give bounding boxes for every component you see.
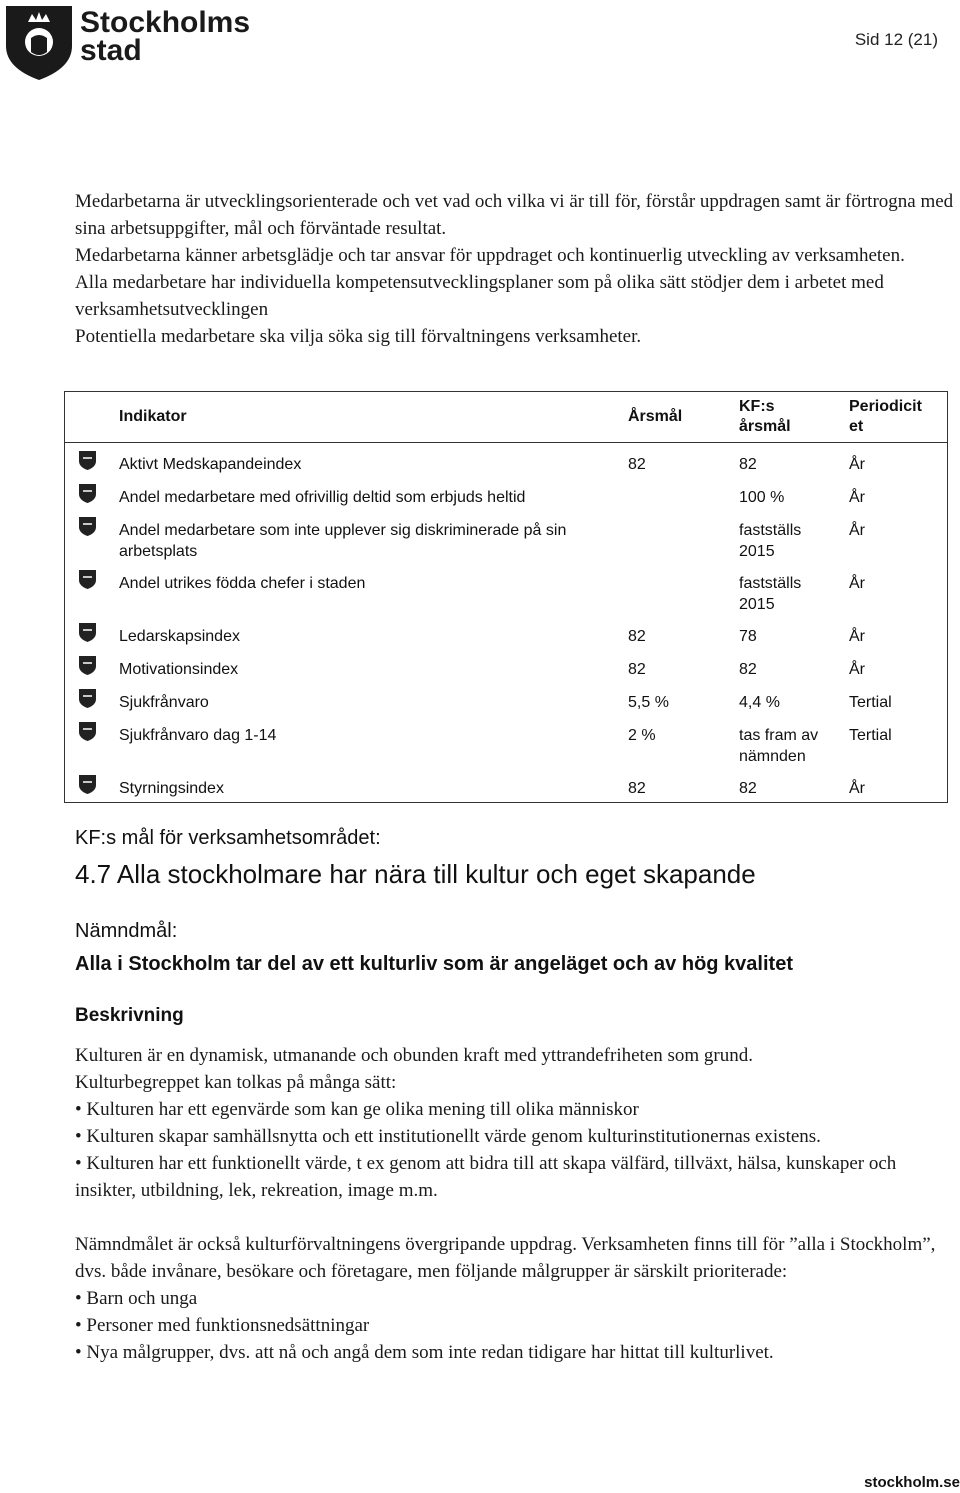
body-paragraph: Kulturbegreppet kan tolkas på många sätt: bbox=[75, 1072, 397, 1093]
table-header bbox=[65, 392, 947, 443]
cell-period: År bbox=[849, 628, 865, 645]
shield-icon bbox=[78, 569, 97, 590]
namndmal-title: Alla i Stockholm tar del av ett kulturliv som är angeläget och av hög kvalitet bbox=[75, 953, 793, 975]
shield-icon bbox=[78, 721, 97, 742]
intro-paragraph: Medarbetarna är utvecklingsorienterade och vet vad och vilka vi är till för, förstår uppdragen samt är förtrogna med sina arbetsuppgifter, mål och förväntade resultat. bbox=[75, 191, 954, 239]
header-period-line2: et bbox=[849, 418, 864, 435]
intro-paragraph: Potentiella medarbetare ska vilja söka sig till förvaltningens verksamheter. bbox=[75, 326, 642, 347]
shield-icon bbox=[78, 774, 97, 795]
bullet-item: • Personer med funktionsnedsättningar bbox=[75, 1315, 370, 1336]
bullet-item: • Kulturen har ett egenvärde som kan ge olika mening till olika människor bbox=[75, 1099, 639, 1120]
shield-icon bbox=[78, 450, 97, 471]
shield-icon bbox=[78, 688, 97, 709]
shield-icon bbox=[78, 516, 97, 537]
bullet-item: • Kulturen skapar samhällsnytta och ett institutionellt värde genom kulturinstitutionernas existens. bbox=[75, 1126, 821, 1147]
cell-period: Tertial bbox=[849, 727, 892, 744]
page-number: Sid 12 (21) bbox=[854, 30, 938, 49]
header-period-line1: Periodicit bbox=[849, 398, 922, 415]
cell-kf: fastställs 2015 bbox=[739, 575, 802, 613]
namndmal-label: Nämndmål: bbox=[75, 920, 178, 942]
cell-period: År bbox=[849, 661, 865, 678]
intro-paragraph: Medarbetarna känner arbetsglädje och tar ansvar för uppdraget och kontinuerlig utveckling av verksamheten. bbox=[75, 245, 905, 266]
cell-period: År bbox=[849, 780, 865, 797]
cell-period: År bbox=[849, 456, 865, 473]
cell-kf: 78 bbox=[739, 628, 757, 645]
cell-indikator: Aktivt Medskapandeindex bbox=[119, 456, 302, 473]
body-text bbox=[75, 1042, 955, 1366]
body-paragraph: Kulturen är en dynamisk, utmanande och obunden kraft med yttrandefriheten som grund. bbox=[75, 1045, 753, 1066]
bullet-item: • Barn och unga bbox=[75, 1288, 198, 1309]
cell-arsmal: 82 bbox=[628, 628, 646, 645]
cell-period: År bbox=[849, 575, 865, 592]
indicator-table bbox=[64, 391, 948, 803]
kf-goal-title: 4.7 Alla stockholmare har nära till kultur och eget skapande bbox=[75, 859, 756, 889]
intro-paragraph: Alla medarbetare har individuella kompetensutvecklingsplaner som på olika sätt stödjer dem i arbetet med verksamhetsutvecklingen bbox=[75, 272, 884, 320]
footer-link[interactable]: stockholm.se bbox=[864, 1474, 960, 1491]
cell-arsmal: 2 % bbox=[628, 727, 656, 744]
cell-arsmal: 82 bbox=[628, 456, 646, 473]
cell-indikator: Styrningsindex bbox=[119, 780, 224, 797]
cell-indikator: Motivationsindex bbox=[119, 661, 239, 678]
header-kf-line1: KF:s bbox=[739, 398, 775, 415]
cell-kf: 82 bbox=[739, 661, 757, 678]
cell-kf: tas fram av nämnden bbox=[739, 727, 819, 765]
cell-period: Tertial bbox=[849, 694, 892, 711]
cell-kf: 100 % bbox=[739, 489, 785, 506]
header-arsmal: Årsmål bbox=[628, 408, 683, 425]
intro-text bbox=[75, 188, 955, 350]
logo-text-line1: Stockholms bbox=[80, 6, 251, 39]
cell-period: År bbox=[849, 489, 865, 506]
cell-kf: fastställs 2015 bbox=[739, 522, 802, 560]
cell-kf: 4,4 % bbox=[739, 694, 780, 711]
cell-indikator: Andel utrikes födda chefer i staden bbox=[119, 575, 366, 592]
bullet-item: • Kulturen har ett funktionellt värde, t ex genom att bidra till att skapa välfärd, tillväxt, hälsa, kunskaper och insikter, utbildning, lek, rekreation, image m.m. bbox=[75, 1153, 897, 1201]
shield-icon bbox=[78, 655, 97, 676]
cell-indikator: Andel medarbetare med ofrivillig deltid som erbjuds heltid bbox=[119, 489, 526, 506]
cell-arsmal: 82 bbox=[628, 661, 646, 678]
shield-icon bbox=[78, 622, 97, 643]
cell-arsmal: 5,5 % bbox=[628, 694, 669, 711]
shield-icon bbox=[78, 483, 97, 504]
kf-goal-label: KF:s mål för verksamhetsområdet: bbox=[75, 827, 381, 849]
logo-text-line2: stad bbox=[80, 34, 142, 67]
cell-kf: 82 bbox=[739, 456, 757, 473]
cell-indikator: Sjukfrånvaro bbox=[119, 694, 209, 711]
bullet-item: • Nya målgrupper, dvs. att nå och angå dem som inte redan tidigare har hittat till kulturlivet. bbox=[75, 1342, 774, 1363]
cell-indikator: Sjukfrånvaro dag 1-14 bbox=[119, 727, 277, 744]
cell-period: År bbox=[849, 522, 865, 539]
beskrivning-heading: Beskrivning bbox=[75, 1005, 184, 1026]
stockholms-stad-logo bbox=[4, 2, 251, 82]
header-indikator: Indikator bbox=[119, 408, 187, 425]
body-paragraph: Nämndmålet är också kulturförvaltningens övergripande uppdrag. Verksamheten finns till för ”alla i Stockholm”, dvs. både invånare, besökare och företagare, men följande målgrupper är särskilt prioriterade: bbox=[75, 1234, 936, 1282]
cell-kf: 82 bbox=[739, 780, 757, 797]
cell-arsmal: 82 bbox=[628, 780, 646, 797]
cell-indikator: Andel medarbetare som inte upplever sig diskriminerade på sin arbetsplats bbox=[119, 522, 567, 560]
cell-indikator: Ledarskapsindex bbox=[119, 628, 240, 645]
header-kf-line2: årsmål bbox=[739, 418, 791, 435]
